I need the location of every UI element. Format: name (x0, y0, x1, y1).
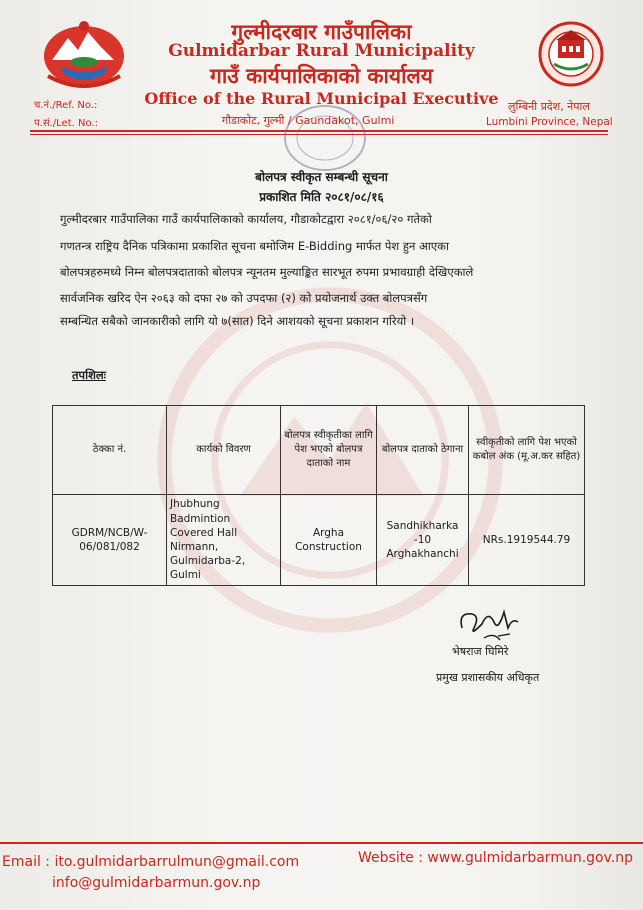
province-en: Lumbini Province, Nepal (486, 116, 613, 128)
cell-bidder-address: Sandhikharka -10 Arghakhanchi (377, 495, 469, 586)
office-stamp (270, 96, 380, 176)
cell-contract-no: GDRM/NCB/W-06/081/082 (53, 495, 167, 586)
col-header-contract-no: ठेक्का नं. (53, 406, 167, 495)
footer-website: Website : www.gulmidarbarmun.gov.np (358, 850, 634, 866)
notice-body-line: गुल्मीदरबार गाउँपालिका गाउँ कार्यपालिकाको कार्यालय, गौडाकोटद्वारा २०८१/०६/२० गतेको (60, 212, 432, 226)
handwritten-signature (454, 598, 524, 646)
notice-body-line: सार्वजनिक खरिद ऐन २०६३ को दफा २७ को उपदफा (२) को प्रयोजनार्थ उक्त बोलपत्रसँग (60, 291, 428, 305)
table-header-row (53, 406, 585, 495)
letter-number-label: प.सं./Let. No.: (34, 118, 98, 129)
office-name-en: Office of the Rural Municipal Executive (144, 89, 499, 108)
signatory-title: प्रमुख प्रशासकीय अधिकृत (436, 671, 540, 684)
cell-work-description: Jhubhung Badmintion Covered Hall Nirmann, Gulmidarba-2, Gulmi (167, 495, 281, 586)
bid-table (52, 405, 585, 586)
schedule-label: तपशिलः (72, 368, 107, 382)
col-header-work-description: कार्यको विवरण (167, 406, 281, 495)
publish-date: प्रकाशित मिति २०८१/०८/१६ (259, 190, 384, 204)
province-np: लुम्बिनी प्रदेश, नेपाल (508, 100, 590, 113)
table-row (53, 495, 585, 586)
footer-email-primary: Email : ito.gulmidarbarrulmun@gmail.com (2, 854, 300, 870)
municipality-name-en: Gulmidarbar Rural Municipality (168, 41, 475, 61)
office-address: गौडाकोट, गुल्मी / Gaundakot, Gulmi (222, 114, 395, 127)
ref-number-label: च.नं./Ref. No.: (34, 100, 98, 111)
footer-email-secondary: info@gulmidarbarmun.gov.np (52, 875, 261, 891)
footer-divider (0, 842, 643, 844)
col-header-bid-amount: स्वीकृतीको लागि पेश भएको कबोल अंक (मू.अ.कर सहित) (469, 406, 585, 495)
municipality-name-np: गुल्मीदरबार गाउँपालिका (231, 20, 412, 44)
cell-bid-amount: NRs.1919544.79 (469, 495, 585, 586)
office-name-np: गाउँ कार्यपालिकाको कार्यालय (210, 64, 433, 88)
col-header-bidder-address: बोलपत्र दाताको ठेगाना (377, 406, 469, 495)
notice-body-line: गणतन्त्र राष्ट्रिय दैनिक पत्रिकामा प्रकाशित सूचना बमोजिम E-Bidding मार्फत पेश हुन आएका (60, 239, 449, 253)
notice-body-line: बोलपत्रहरुमध्ये निम्न बोलपत्रदाताको बोलपत्र न्यूनतम मुल्याङ्कित सारभूत रुपमा प्रभावग्राही देखिएकाले (60, 265, 474, 279)
cell-bidder-name: Argha Construction (281, 495, 377, 586)
notice-title: बोलपत्र स्वीकृत सम्बन्धी सूचना (255, 170, 388, 184)
notice-body-line: सम्बन्धित सबैको जानकारीको लागि यो ७(सात) दिने आशयको सूचना प्रकाशन गरियो । (60, 314, 415, 328)
col-header-bidder-name: बोलपत्र स्वीकृतीका लागि पेश भएको बोलपत्र दाताको नाम (281, 406, 377, 495)
signatory-name: भेषराज घिमिरे (452, 645, 509, 658)
